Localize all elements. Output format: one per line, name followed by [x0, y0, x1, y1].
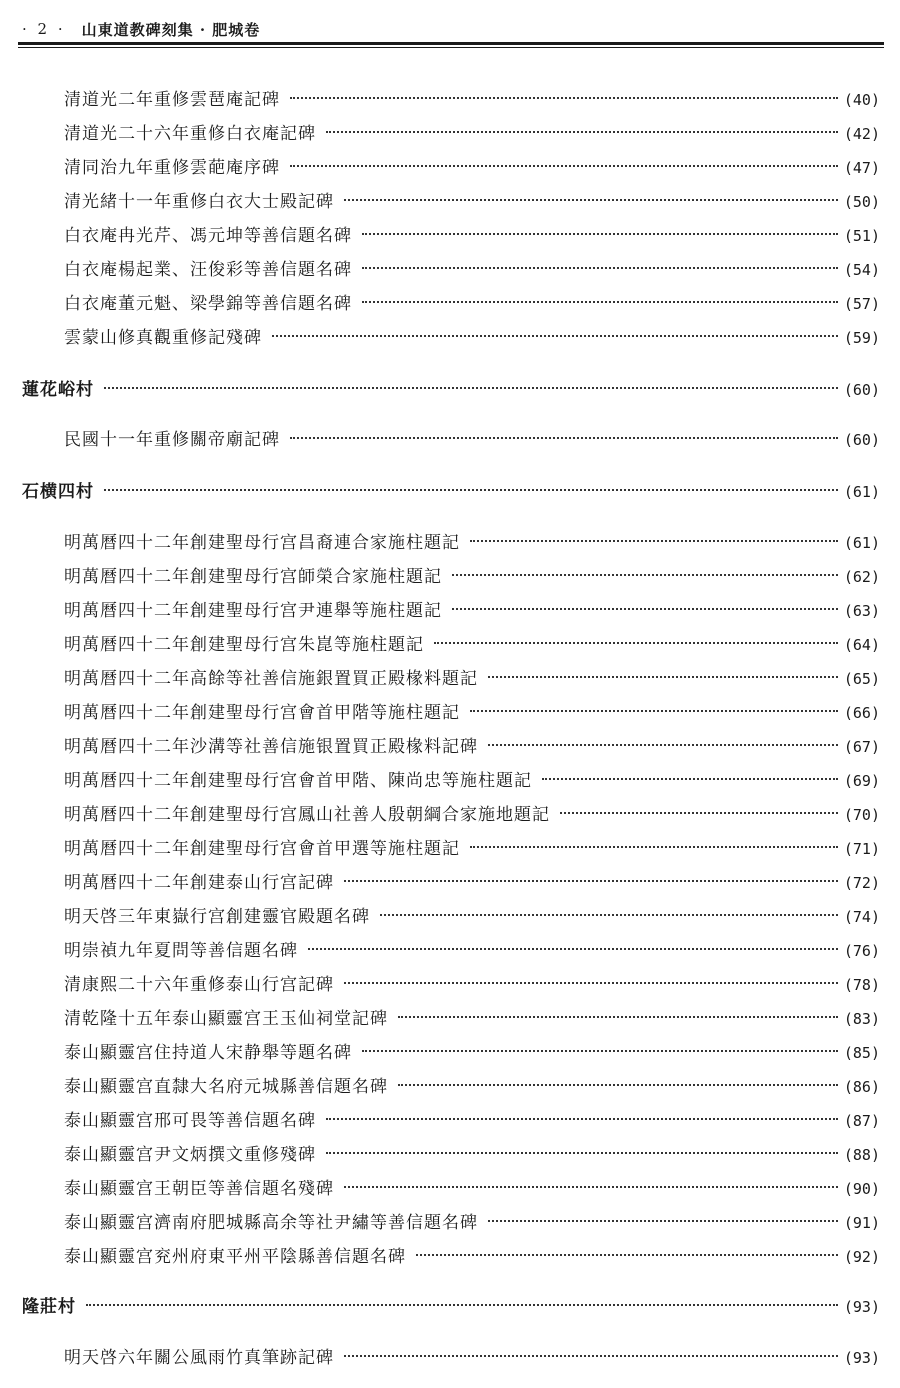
page-number: · 2 ·	[22, 20, 66, 38]
dot-leader	[362, 301, 838, 303]
toc-entry-page: (87)	[843, 1112, 880, 1130]
toc-entry-title: 明萬曆四十二年創建聖母行宫昌裔連合家施柱題記	[64, 533, 460, 553]
dot-leader	[344, 982, 838, 984]
dot-leader	[272, 335, 838, 337]
dot-leader	[452, 608, 838, 610]
toc-section-title: 石横四村	[22, 482, 94, 502]
toc-section-page: (61)	[843, 483, 880, 501]
toc-entry	[64, 223, 880, 249]
toc-entry-page: (86)	[843, 1078, 880, 1096]
dot-leader	[344, 1186, 838, 1188]
toc-entry-title: 清同治九年重修雲葩庵序碑	[64, 158, 280, 178]
toc-entry	[64, 1345, 880, 1371]
dot-leader	[104, 489, 838, 491]
toc-entry-title: 泰山顯靈宫尹文炳撰文重修殘碑	[64, 1145, 316, 1165]
header-rule-thin	[18, 47, 884, 48]
toc-section-heading	[22, 479, 880, 505]
dot-leader	[326, 131, 838, 133]
toc-entry-title: 明萬曆四十二年沙溝等社善信施银置買正殿椽料記碑	[64, 737, 478, 757]
book-title: 山東道教碑刻集 · 肥城卷	[81, 20, 261, 39]
toc-entry-title: 明萬曆四十二年創建泰山行宫記碑	[64, 873, 334, 893]
toc-entry	[64, 1074, 880, 1100]
dot-leader	[308, 948, 838, 950]
toc-section-heading	[22, 377, 880, 403]
toc-entry-title: 清康熙二十六年重修泰山行宫記碑	[64, 975, 334, 995]
toc-entry-title: 明萬曆四十二年高餘等社善信施銀置買正殿椽料題記	[64, 669, 478, 689]
toc-entry-page: (93)	[843, 1349, 880, 1367]
toc-entry	[64, 1244, 880, 1270]
toc-entry-page: (90)	[843, 1180, 880, 1198]
dot-leader	[470, 846, 838, 848]
dot-leader	[380, 914, 838, 916]
dot-leader	[416, 1254, 838, 1256]
toc-entry	[64, 1176, 880, 1202]
toc-entry	[64, 836, 880, 862]
toc-entry-title: 明崇禎九年夏問等善信題名碑	[64, 941, 298, 961]
dot-leader	[470, 540, 838, 542]
toc-section-page: (60)	[843, 381, 880, 399]
toc-entry	[64, 189, 880, 215]
toc-entry-title: 白衣庵董元魁、梁學錦等善信題名碑	[64, 294, 352, 314]
toc-entry-title: 明萬曆四十二年創建聖母行宫會首甲階、陳尚忠等施柱題記	[64, 771, 532, 791]
dot-leader	[290, 165, 838, 167]
dot-leader	[104, 387, 838, 389]
dot-leader	[470, 710, 838, 712]
toc-entry-title: 明萬曆四十二年創建聖母行宫朱崑等施柱題記	[64, 635, 424, 655]
toc-entry-title: 明萬曆四十二年創建聖母行宫會首甲選等施柱題記	[64, 839, 460, 859]
toc-entry-title: 明天啓六年關公風雨竹真筆跡記碑	[64, 1348, 334, 1368]
toc-entry-title: 清光緒十一年重修白衣大士殿記碑	[64, 192, 334, 212]
toc-entry-page: (78)	[843, 976, 880, 994]
toc-entry	[64, 1142, 880, 1168]
toc-entry-page: (51)	[843, 227, 880, 245]
toc-entry	[64, 870, 880, 896]
toc-section-page: (93)	[843, 1298, 880, 1316]
toc-entry	[64, 904, 880, 930]
dot-leader	[326, 1118, 838, 1120]
dot-leader	[398, 1016, 838, 1018]
toc-entry-page: (70)	[843, 806, 880, 824]
toc-entry-page: (88)	[843, 1146, 880, 1164]
toc-entry	[64, 325, 880, 351]
dot-leader	[560, 812, 838, 814]
toc-entry-title: 清乾隆十五年泰山顯靈宫王玉仙祠堂記碑	[64, 1009, 388, 1029]
toc-entry-page: (62)	[843, 568, 880, 586]
toc-entry-page: (64)	[843, 636, 880, 654]
dot-leader	[362, 267, 838, 269]
dot-leader	[488, 1220, 838, 1222]
toc-entry	[64, 1108, 880, 1134]
toc-entry	[64, 632, 880, 658]
toc-entry	[64, 564, 880, 590]
toc-entry-page: (63)	[843, 602, 880, 620]
dot-leader	[542, 778, 838, 780]
toc-entry	[64, 87, 880, 113]
header-rule-thick	[18, 42, 884, 45]
toc-entry-page: (69)	[843, 772, 880, 790]
toc-entry-title: 泰山顯靈宫直隸大名府元城縣善信題名碑	[64, 1077, 388, 1097]
toc-entry-title: 泰山顯靈宫邢可畏等善信題名碑	[64, 1111, 316, 1131]
toc-entry-page: (65)	[843, 670, 880, 688]
dot-leader	[398, 1084, 838, 1086]
toc-entry	[64, 291, 880, 317]
dot-leader	[344, 1355, 838, 1357]
toc-entry	[64, 530, 880, 556]
toc-entry	[64, 1006, 880, 1032]
toc-entry-page: (59)	[843, 329, 880, 347]
running-header	[22, 18, 884, 40]
toc-entry-page: (40)	[843, 91, 880, 109]
toc-entry-page: (66)	[843, 704, 880, 722]
toc-entry-page: (67)	[843, 738, 880, 756]
dot-leader	[290, 437, 838, 439]
toc-entry-title: 泰山顯靈宫王朝臣等善信題名殘碑	[64, 1179, 334, 1199]
toc-entry-page: (42)	[843, 125, 880, 143]
toc-entry-title: 白衣庵楊起業、汪俊彩等善信題名碑	[64, 260, 352, 280]
toc-entry	[64, 257, 880, 283]
toc-entry-page: (50)	[843, 193, 880, 211]
toc-entry	[64, 972, 880, 998]
dot-leader	[344, 199, 838, 201]
dot-leader	[86, 1304, 838, 1306]
toc-entry-title: 泰山顯靈宫兖州府東平州平陰縣善信題名碑	[64, 1247, 406, 1267]
dot-leader	[488, 744, 838, 746]
toc-entry-title: 清道光二十六年重修白衣庵記碑	[64, 124, 316, 144]
toc-entry-title: 明萬曆四十二年創建聖母行宫會首甲階等施柱題記	[64, 703, 460, 723]
toc-entry-title: 明天啓三年東嶽行宫創建靈官殿題名碑	[64, 907, 370, 927]
toc-entry-page: (61)	[843, 534, 880, 552]
toc-entry-page: (71)	[843, 840, 880, 858]
dot-leader	[362, 1050, 838, 1052]
toc-entry	[64, 598, 880, 624]
toc-entry	[64, 768, 880, 794]
toc-entry-title: 泰山顯靈宫住持道人宋静舉等題名碑	[64, 1043, 352, 1063]
toc-entry-page: (74)	[843, 908, 880, 926]
toc-entry-title: 明萬曆四十二年創建聖母行宫鳳山社善人殷朝綱合家施地題記	[64, 805, 550, 825]
toc-section-title: 隆莊村	[22, 1297, 76, 1317]
toc-entry-title: 清道光二年重修雲琶庵記碑	[64, 90, 280, 110]
dot-leader	[326, 1152, 838, 1154]
toc-entry-title: 雲蒙山修真觀重修記殘碑	[64, 328, 262, 348]
toc-entry-title: 民國十一年重修關帝廟記碑	[64, 430, 280, 450]
toc-entry-title: 泰山顯靈宫濟南府肥城縣高余等社尹繡等善信題名碑	[64, 1213, 478, 1233]
toc-entry-page: (92)	[843, 1248, 880, 1266]
toc-entry	[64, 121, 880, 147]
dot-leader	[434, 642, 838, 644]
toc-entry-page: (47)	[843, 159, 880, 177]
toc-entry-title: 明萬曆四十二年創建聖母行宫師榮合家施柱題記	[64, 567, 442, 587]
dot-leader	[362, 233, 838, 235]
toc-entry	[64, 155, 880, 181]
toc-entry	[64, 734, 880, 760]
toc-entry	[64, 700, 880, 726]
toc-entry-page: (91)	[843, 1214, 880, 1232]
toc-entry-page: (72)	[843, 874, 880, 892]
dot-leader	[290, 97, 838, 99]
toc-entry-page: (85)	[843, 1044, 880, 1062]
dot-leader	[452, 574, 838, 576]
toc-section-title: 蓮花峪村	[22, 380, 94, 400]
toc-entry-title: 明萬曆四十二年創建聖母行宫尹連舉等施柱題記	[64, 601, 442, 621]
toc-entry-page: (76)	[843, 942, 880, 960]
toc-entry	[64, 802, 880, 828]
toc-entry-page: (54)	[843, 261, 880, 279]
dot-leader	[488, 676, 838, 678]
toc-entry	[64, 427, 880, 453]
toc-entry-page: (57)	[843, 295, 880, 313]
dot-leader	[344, 880, 838, 882]
toc-section-heading	[22, 1294, 880, 1320]
toc-entry	[64, 938, 880, 964]
toc-entry	[64, 1040, 880, 1066]
toc-entry-page: (83)	[843, 1010, 880, 1028]
toc-entry	[64, 666, 880, 692]
toc-entry-page: (60)	[843, 431, 880, 449]
toc-entry-title: 白衣庵冉光芹、馮元坤等善信題名碑	[64, 226, 352, 246]
toc-entry	[64, 1210, 880, 1236]
